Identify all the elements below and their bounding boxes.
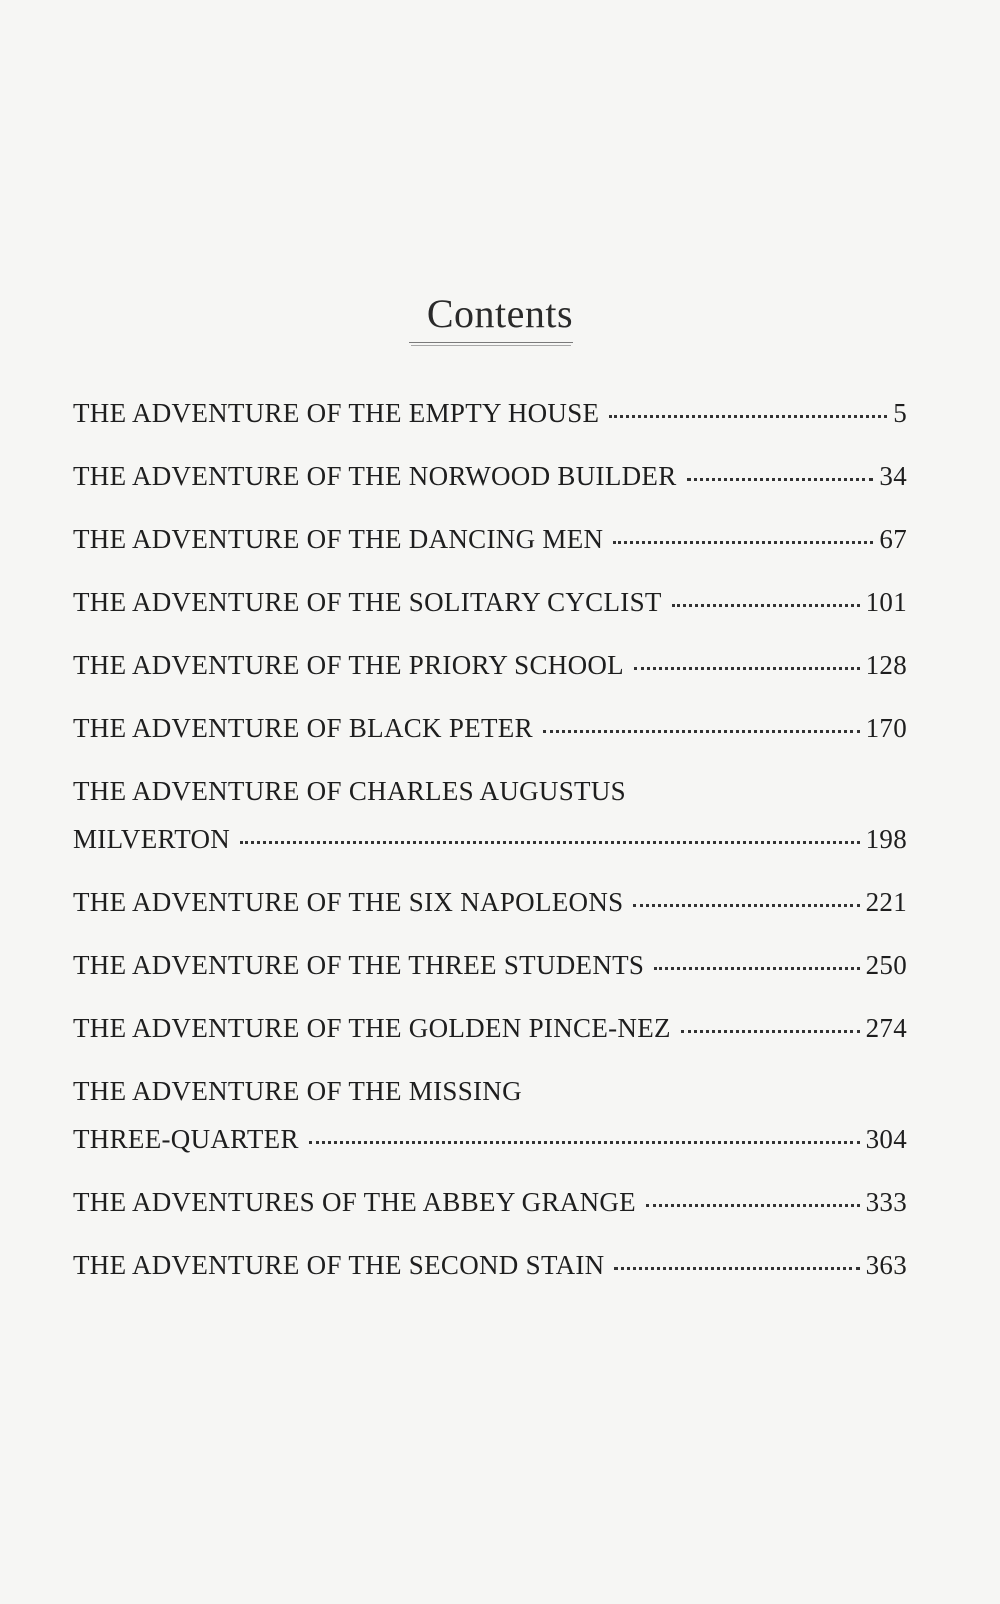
toc-entry-solitary-cyclist[interactable] [73,587,907,617]
toc-entry-three-students[interactable] [73,950,907,980]
toc-entry-priory-school[interactable] [73,650,907,680]
toc-entry-page: 34 [879,461,907,491]
toc-entry-page: 363 [865,1250,907,1280]
toc-entry-norwood-builder[interactable] [73,461,907,491]
toc-entry-page: 304 [865,1124,907,1154]
toc-entry-title: THE ADVENTURES OF THE ABBEY GRANGE [73,1187,636,1217]
dot-leader [687,478,874,481]
toc-entry-page: 128 [865,650,907,680]
title-underline-second [411,345,571,346]
toc-entry-six-napoleons[interactable] [73,887,907,917]
toc-entry-title-line1: THE ADVENTURE OF CHARLES AUGUSTUS [73,776,626,806]
dot-leader [309,1141,860,1144]
toc-entry-title: THE ADVENTURE OF THE THREE STUDENTS [73,950,645,980]
dot-leader [543,730,860,733]
toc-entry-title: THE ADVENTURE OF BLACK PETER [73,713,533,743]
dot-leader [672,604,860,607]
toc-entry-title: THE ADVENTURE OF THE NORWOOD BUILDER [73,461,677,491]
page-title: Contents [426,291,574,336]
dot-leader [654,967,859,970]
dot-leader [646,1204,860,1207]
toc-entry-title-line2: THREE-QUARTER [73,1124,299,1154]
dot-leader [240,841,860,844]
toc-entry-page: 198 [865,824,907,854]
toc-entry-title: THE ADVENTURE OF THE GOLDEN PINCE-NEZ [73,1013,671,1043]
toc-entry-title: THE ADVENTURE OF THE PRIORY SCHOOL [73,650,624,680]
toc-entry-dancing-men[interactable] [73,524,907,554]
toc-entry-empty-house[interactable] [73,398,907,428]
toc-entry-page: 221 [865,887,907,917]
toc-entry-page: 170 [865,713,907,743]
toc-entry-title: THE ADVENTURE OF THE SIX NAPOLEONS [73,887,624,917]
dot-leader [609,415,887,418]
toc-entry-page: 274 [865,1013,907,1043]
toc-entry-missing-three-quarter[interactable] [73,1076,907,1154]
toc-entry-charles-augustus-milverton[interactable] [73,776,907,854]
toc-entry-title: THE ADVENTURE OF THE DANCING MEN [73,524,604,554]
dot-leader [613,541,873,544]
toc-entry-black-peter[interactable] [73,713,907,743]
toc-entry-page: 101 [865,587,907,617]
dot-leader [633,904,859,907]
toc-entry-title-line2: MILVERTON [73,824,231,854]
table-of-contents [73,398,907,1313]
toc-entry-golden-pince-nez[interactable] [73,1013,907,1043]
dot-leader [681,1030,860,1033]
toc-entry-title: THE ADVENTURE OF THE SOLITARY CYCLIST [73,587,662,617]
toc-entry-title: THE ADVENTURE OF THE EMPTY HOUSE [73,398,600,428]
toc-entry-page: 67 [879,524,907,554]
toc-entry-page: 333 [865,1187,907,1217]
toc-entry-abbey-grange[interactable] [73,1187,907,1217]
title-underline [409,342,573,343]
toc-entry-second-stain[interactable] [73,1250,907,1280]
toc-entry-page: 5 [893,398,907,428]
toc-entry-page: 250 [865,950,907,980]
toc-entry-title-line1: THE ADVENTURE OF THE MISSING [73,1076,522,1106]
dot-leader [634,667,860,670]
toc-entry-title: THE ADVENTURE OF THE SECOND STAIN [73,1250,605,1280]
dot-leader [614,1267,859,1270]
